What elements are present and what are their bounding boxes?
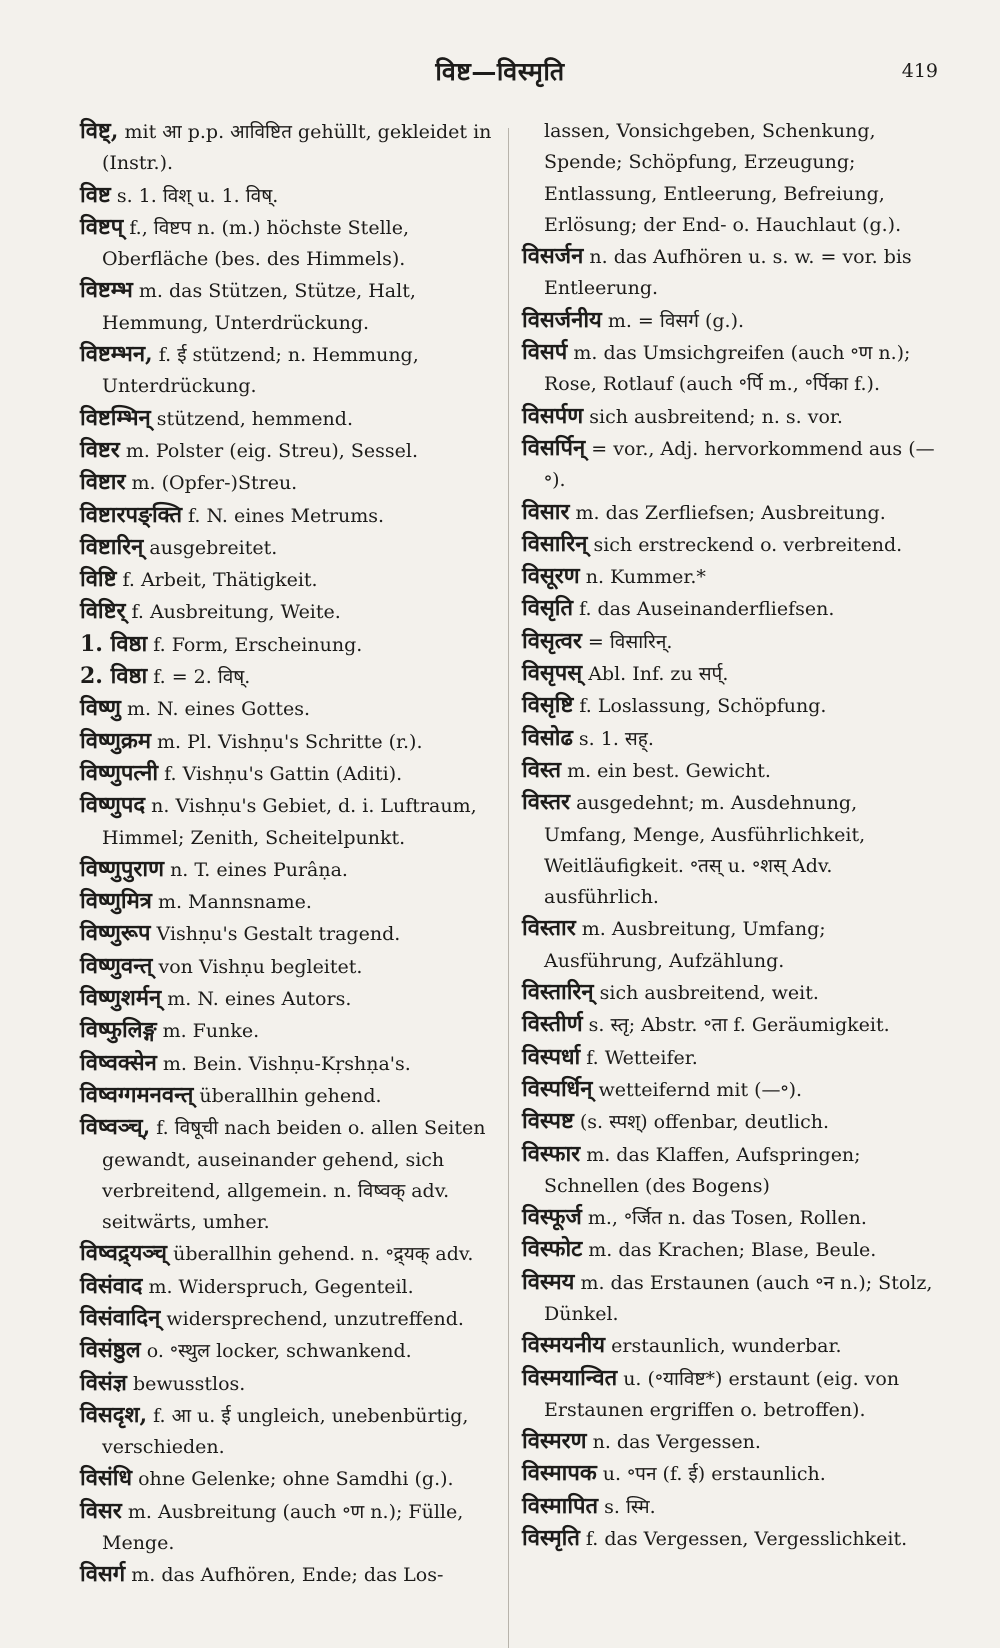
entry-headword: विसर: [80, 1497, 122, 1524]
dictionary-entry: [522, 690, 942, 722]
dictionary-entry: [80, 1048, 506, 1080]
entry-definition: f. Wetteifer.: [580, 1046, 698, 1069]
entry-definition: überallhin gehend. n. ॰द्र्यक् adv.: [167, 1243, 474, 1266]
page-header: [0, 50, 1000, 90]
entry-definition: sich erstreckend o. verbreitend.: [587, 533, 903, 556]
entry-definition: m. Funke.: [156, 1020, 260, 1043]
entry-definition: f. = 2. विष्.: [147, 666, 251, 689]
entry-headword: विस्तीर्ण: [522, 1011, 583, 1038]
entry-definition: lassen, Vonsichgeben, Schenkung, Spende; Schöpfung, Erzeugung; Entlassung, Entleerung, Befreiung, Erlösung; der End- o. Hauchlaut (g.).: [544, 120, 902, 236]
dictionary-entry: [522, 1042, 942, 1074]
entry-definition: m. ein best. Gewicht.: [561, 759, 771, 782]
entry-headword: विष्णुरूप: [80, 920, 151, 947]
dictionary-entry: [522, 755, 942, 787]
entry-headword: विस्त: [522, 756, 562, 783]
dictionary-entry: [80, 596, 506, 628]
dictionary-entry: [522, 593, 942, 625]
entry-headword: विसृति: [522, 595, 574, 622]
dictionary-entry: [522, 305, 942, 337]
dictionary-entry: [522, 529, 942, 561]
column-divider: [508, 128, 509, 1648]
dictionary-entry: [80, 275, 506, 339]
entry-definition: n. T. eines Purâṇa.: [164, 858, 348, 881]
dictionary-entry: [80, 339, 506, 403]
entry-definition: m. Ausbreitung, Umfang; Ausführung, Aufzählung.: [544, 918, 826, 972]
dictionary-entry: [522, 1234, 942, 1266]
entry-headword: विसारिन्: [522, 530, 588, 557]
entry-headword: विष्णुपत्नी: [80, 759, 159, 786]
entry-headword: विष्णुक्रम: [80, 727, 151, 754]
dictionary-entry: [522, 1426, 942, 1458]
running-head: विष्ट—विस्मृति: [435, 57, 565, 86]
dictionary-entry: [522, 977, 942, 1009]
entry-definition: m. Mannsname.: [151, 891, 312, 914]
entry-headword: विसर्ग: [80, 1561, 126, 1588]
dictionary-entry: [522, 337, 942, 401]
entry-definition: m. Ausbreitung (auch ॰ण n.); Fülle, Menge.: [102, 1500, 464, 1555]
entry-headword: विसर्जनीय: [522, 306, 602, 333]
entry-definition: f., विष्टप n. (m.) höchste Stelle, Oberfläche (bes. des Himmels).: [102, 216, 409, 271]
entry-definition: s. स्तृ; Abstr. ॰ता f. Geräumigkeit.: [582, 1014, 890, 1037]
entry-definition: Vishṇu's Gestalt tragend.: [150, 923, 401, 946]
entry-headword: विसृपस्: [522, 660, 583, 687]
entry-headword: विष्णुपद: [80, 792, 146, 819]
entry-definition: u. (॰याविष्ट*) erstaunt (eig. von Erstaunen ergriffen o. betroffen).: [544, 1367, 900, 1421]
dictionary-entry: [80, 1335, 506, 1367]
dictionary-entry: [522, 561, 942, 593]
entry-definition: m. das Zerfliefsen; Ausbreitung.: [569, 501, 886, 524]
entry-headword: विस्मापित: [522, 1492, 599, 1519]
dictionary-entry: [80, 180, 506, 212]
dictionary-entry: [522, 787, 942, 913]
entry-definition: m. das Aufhören, Ende; das Los-: [125, 1564, 444, 1587]
entry-definition: f. das Auseinanderfliefsen.: [573, 598, 835, 621]
dictionary-entry: [522, 1458, 942, 1490]
dictionary-entry: [522, 1267, 942, 1331]
entry-headword: विस्मृति: [522, 1525, 580, 1552]
dictionary-entry: [522, 241, 942, 305]
dictionary-entry: [80, 983, 506, 1015]
entry-headword: विष्ट: [80, 181, 111, 208]
entry-definition: erstaunlich, wunderbar.: [605, 1335, 842, 1358]
entry-headword: विष्टारपङ्क्ति: [80, 501, 183, 528]
entry-definition: m. das Umsichgreifen (auch ॰ण n.); Rose, Rotlauf (auch ॰र्पि m., ॰र्पिका f.).: [544, 342, 911, 396]
dictionary-entry: [80, 854, 506, 886]
entry-headword: विष्टि: [80, 566, 117, 593]
dictionary-entry: [522, 1139, 942, 1203]
entry-headword: विसर्पिन्: [522, 434, 586, 461]
dictionary-entry: [80, 758, 506, 790]
entry-headword: विष्णुशर्मन्: [80, 985, 162, 1012]
entry-headword: विस्फूर्ज: [522, 1204, 582, 1231]
entry-definition: s. 1. विश् u. 1. विष्.: [110, 184, 279, 207]
entry-definition: m. das Krachen; Blase, Beule.: [582, 1239, 877, 1262]
entry-headword: विस्मापक: [522, 1460, 597, 1487]
dictionary-entry: [80, 661, 506, 693]
entry-definition: m. N. eines Autors.: [161, 988, 352, 1011]
entry-headword: विस्तारिन्: [522, 979, 594, 1006]
entry-headword: विसृत्वर: [522, 627, 582, 654]
entry-definition: m. das Stützen, Stütze, Halt, Hemmung, Unterdrückung.: [102, 280, 416, 334]
entry-definition: f. Arbeit, Thätigkeit.: [116, 569, 318, 592]
entry-headword: विस्मयनीय: [522, 1332, 606, 1359]
entry-headword: 1. विष्ठा: [80, 630, 148, 657]
entry-definition: = विसारिन्.: [581, 630, 673, 653]
dictionary-entry: [522, 1523, 942, 1555]
dictionary-entry: [80, 435, 506, 467]
entry-headword: विस्तर: [522, 789, 571, 816]
dictionary-entry: [522, 913, 942, 977]
dictionary-entry: [522, 626, 942, 658]
dictionary-entry: [80, 1238, 506, 1270]
entry-definition: überallhin gehend.: [193, 1084, 382, 1107]
entry-definition: sich ausbreitend; n. s. vor.: [583, 405, 843, 428]
entry-headword: विस्पर्धिन्: [522, 1075, 593, 1102]
entry-definition: m. das Klaffen, Aufspringen; Schnellen (des Bogens): [544, 1143, 861, 1197]
left-column: [80, 116, 506, 1616]
dictionary-entry: [522, 1009, 942, 1041]
entry-definition: Abl. Inf. zu सर्प्.: [582, 663, 729, 686]
dictionary-entry: [80, 1112, 506, 1238]
dictionary-entry: [80, 629, 506, 661]
entry-definition: sich ausbreitend, weit.: [593, 982, 819, 1005]
dictionary-entry: [80, 1559, 506, 1591]
entry-headword: विसोढ: [522, 724, 573, 751]
entry-headword: विष्णुपुराण: [80, 855, 165, 882]
dictionary-entry: [522, 1074, 942, 1106]
entry-definition: u. ॰पन (f. ई) erstaunlich.: [596, 1463, 826, 1486]
entry-headword: विष्वग्गमनवन्त्: [80, 1081, 194, 1108]
entry-definition: s. स्मि.: [598, 1495, 656, 1518]
entry-definition: m. Bein. Vishṇu-Kṛshṇa's.: [156, 1052, 411, 1075]
entry-definition: m. N. eines Gottes.: [120, 698, 311, 721]
dictionary-entry: [80, 886, 506, 918]
entry-headword: विष्टम्भिन्: [80, 404, 151, 431]
entry-definition: m., ॰र्जित n. das Tosen, Rollen.: [581, 1207, 867, 1230]
entry-headword: विष्टप्: [80, 213, 124, 240]
entry-headword: विष्वञ्च्,: [80, 1114, 151, 1141]
dictionary-entry: [522, 1106, 942, 1138]
entry-definition: = vor., Adj. hervorkommend aus (—॰).: [544, 437, 935, 492]
dictionary-entry: [80, 467, 506, 499]
entry-definition: f. das Vergessen, Vergesslichkeit.: [579, 1528, 908, 1551]
entry-definition: mit आ p.p. आविष्टित gehüllt, gekleidet in (Instr.).: [102, 121, 492, 175]
dictionary-entry: [80, 403, 506, 435]
entry-definition: f. ई stützend; n. Hemmung, Unterdrückung.: [102, 344, 419, 398]
entry-definition: m. Polster (eig. Streu), Sessel.: [119, 439, 419, 462]
entry-headword: विष्वक्सेन: [80, 1049, 157, 1076]
entry-definition: stützend, hemmend.: [150, 407, 353, 430]
dictionary-entry: [80, 1271, 506, 1303]
entry-headword: विष्ट्,: [80, 118, 119, 144]
dictionary-entry: [80, 500, 506, 532]
entry-definition: m. Pl. Vishṇu's Schritte (r.).: [150, 730, 423, 753]
entry-headword: विस्पर्धा: [522, 1043, 581, 1070]
entry-definition: f. आ u. ई ungleich, unebenbürtig, verschieden.: [102, 1404, 469, 1459]
entry-definition: m. das Erstaunen (auch ॰न n.); Stolz, Dünkel.: [544, 1271, 933, 1325]
dictionary-entry: [80, 532, 506, 564]
dictionary-entry: [80, 1496, 506, 1560]
dictionary-entry: [522, 1202, 942, 1234]
entry-headword: विष्टर: [80, 436, 120, 463]
entry-headword: विसंज्ञ: [80, 1369, 127, 1396]
entry-headword: विस्तार: [522, 915, 576, 942]
entry-definition: f. विषूची nach beiden o. allen Seiten gewandt, auseinander gehend, sich verbreitend, allgemein. n. विष्वक् adv. seitwärts, umher.: [102, 1117, 486, 1234]
entry-definition: ausgedehnt; m. Ausdehnung, Umfang, Menge, Ausführlichkeit, Weitläufigkeit. ॰तस् u. ॰शस् Adv. ausführlich.: [544, 792, 866, 909]
dictionary-entry: [80, 1015, 506, 1047]
entry-definition: m. Widerspruch, Gegenteil.: [142, 1275, 414, 1298]
dictionary-entry: [522, 497, 942, 529]
entry-headword: विसर्जन: [522, 243, 584, 270]
entry-headword: विसंवाद: [80, 1272, 143, 1299]
entry-headword: विसंधि: [80, 1465, 133, 1492]
entry-definition: o. ॰स्थुल locker, schwankend.: [140, 1340, 412, 1363]
entry-definition: n. das Aufhören u. s. w. = vor. bis Entleerung.: [544, 246, 912, 300]
dictionary-entry: [80, 951, 506, 983]
entry-headword: विष्टम्भ: [80, 277, 133, 304]
entry-definition: s. 1. सह्.: [572, 727, 654, 750]
dictionary-entry: [522, 658, 942, 690]
entry-headword: विसंवादिन्: [80, 1304, 161, 1331]
right-column: [522, 116, 942, 1616]
page-number: 419: [901, 60, 938, 82]
entry-definition: ausgebreitet.: [143, 536, 278, 559]
entry-definition: n. Kummer.*: [579, 566, 706, 589]
entry-headword: विसूरण: [522, 563, 580, 590]
entry-headword: विष्णुमित्र: [80, 888, 152, 915]
entry-definition: widersprechend, unzutreffend.: [160, 1307, 464, 1330]
dictionary-entry: [80, 1463, 506, 1495]
entry-headword: 2. विष्ठा: [80, 663, 148, 690]
dictionary-entry: [80, 790, 506, 854]
entry-definition: m. = विसर्ग (g.).: [601, 309, 745, 332]
entry-headword: विसार: [522, 498, 570, 525]
entry-definition: n. Vishṇu's Gebiet, d. i. Luftraum, Himmel; Zenith, Scheitelpunkt.: [102, 795, 477, 849]
entry-definition: von Vishṇu begleitet.: [152, 955, 363, 978]
dictionary-entry: [80, 918, 506, 950]
entry-headword: विस्पष्ट: [522, 1108, 574, 1135]
entry-headword: विसर्प: [522, 339, 568, 366]
entry-headword: विष्टार: [80, 469, 126, 496]
dictionary-entry: [522, 1491, 942, 1523]
entry-headword: विसंष्ठुल: [80, 1337, 141, 1364]
dictionary-entry: [522, 401, 942, 433]
entry-headword: विष्णु: [80, 695, 121, 722]
dictionary-entry: [80, 116, 506, 180]
entry-headword: विस्फार: [522, 1140, 581, 1167]
entry-headword: विसर्पण: [522, 402, 584, 429]
dictionary-entry: [522, 433, 942, 497]
entry-headword: विष्टम्भन,: [80, 341, 153, 368]
dictionary-entry: [80, 1400, 506, 1464]
entry-headword: विष्वद्र्यञ्च्: [80, 1240, 168, 1267]
entry-headword: विस्मय: [522, 1268, 575, 1295]
entry-definition: bewusstlos.: [126, 1372, 246, 1395]
entry-definition: f. N. eines Metrums.: [182, 504, 385, 527]
entry-headword: विष्टारिन्: [80, 533, 144, 560]
dictionary-entry: [80, 1368, 506, 1400]
dictionary-entry: [80, 564, 506, 596]
dictionary-entry: [80, 693, 506, 725]
dictionary-entry: [522, 116, 942, 241]
entry-definition: f. Loslassung, Schöpfung.: [573, 695, 827, 718]
entry-definition: (s. स्पश्) offenbar, deutlich.: [573, 1111, 830, 1134]
dictionary-entry: [522, 723, 942, 755]
entry-headword: विसृष्टि: [522, 692, 574, 719]
dictionary-entry: [80, 212, 506, 276]
dictionary-entry: [522, 1363, 942, 1427]
entry-definition: n. das Vergessen.: [586, 1431, 761, 1454]
entry-headword: विष्फुलिङ्ग: [80, 1017, 157, 1044]
entry-headword: विष्णुवन्त्: [80, 952, 153, 979]
entry-definition: wetteifernd mit (—॰).: [592, 1078, 803, 1101]
entry-headword: विस्मरण: [522, 1428, 587, 1455]
dictionary-entry: [80, 1080, 506, 1112]
entry-headword: विष्टिर्: [80, 598, 126, 625]
entry-definition: f. Vishṇu's Gattin (Aditi).: [158, 762, 403, 785]
dictionary-entry: [80, 1303, 506, 1335]
entry-headword: विस्फोट: [522, 1236, 583, 1263]
dictionary-entry: [522, 1330, 942, 1362]
entry-definition: f. Form, Erscheinung.: [147, 633, 363, 656]
entry-headword: विस्मयान्वित: [522, 1364, 618, 1391]
entry-definition: ohne Gelenke; ohne Samdhi (g.).: [132, 1468, 454, 1491]
entry-definition: f. Ausbreitung, Weite.: [125, 601, 341, 624]
entry-definition: m. (Opfer-)Streu.: [125, 472, 298, 495]
dictionary-entry: [80, 726, 506, 758]
entry-headword: विसदृश,: [80, 1401, 148, 1428]
